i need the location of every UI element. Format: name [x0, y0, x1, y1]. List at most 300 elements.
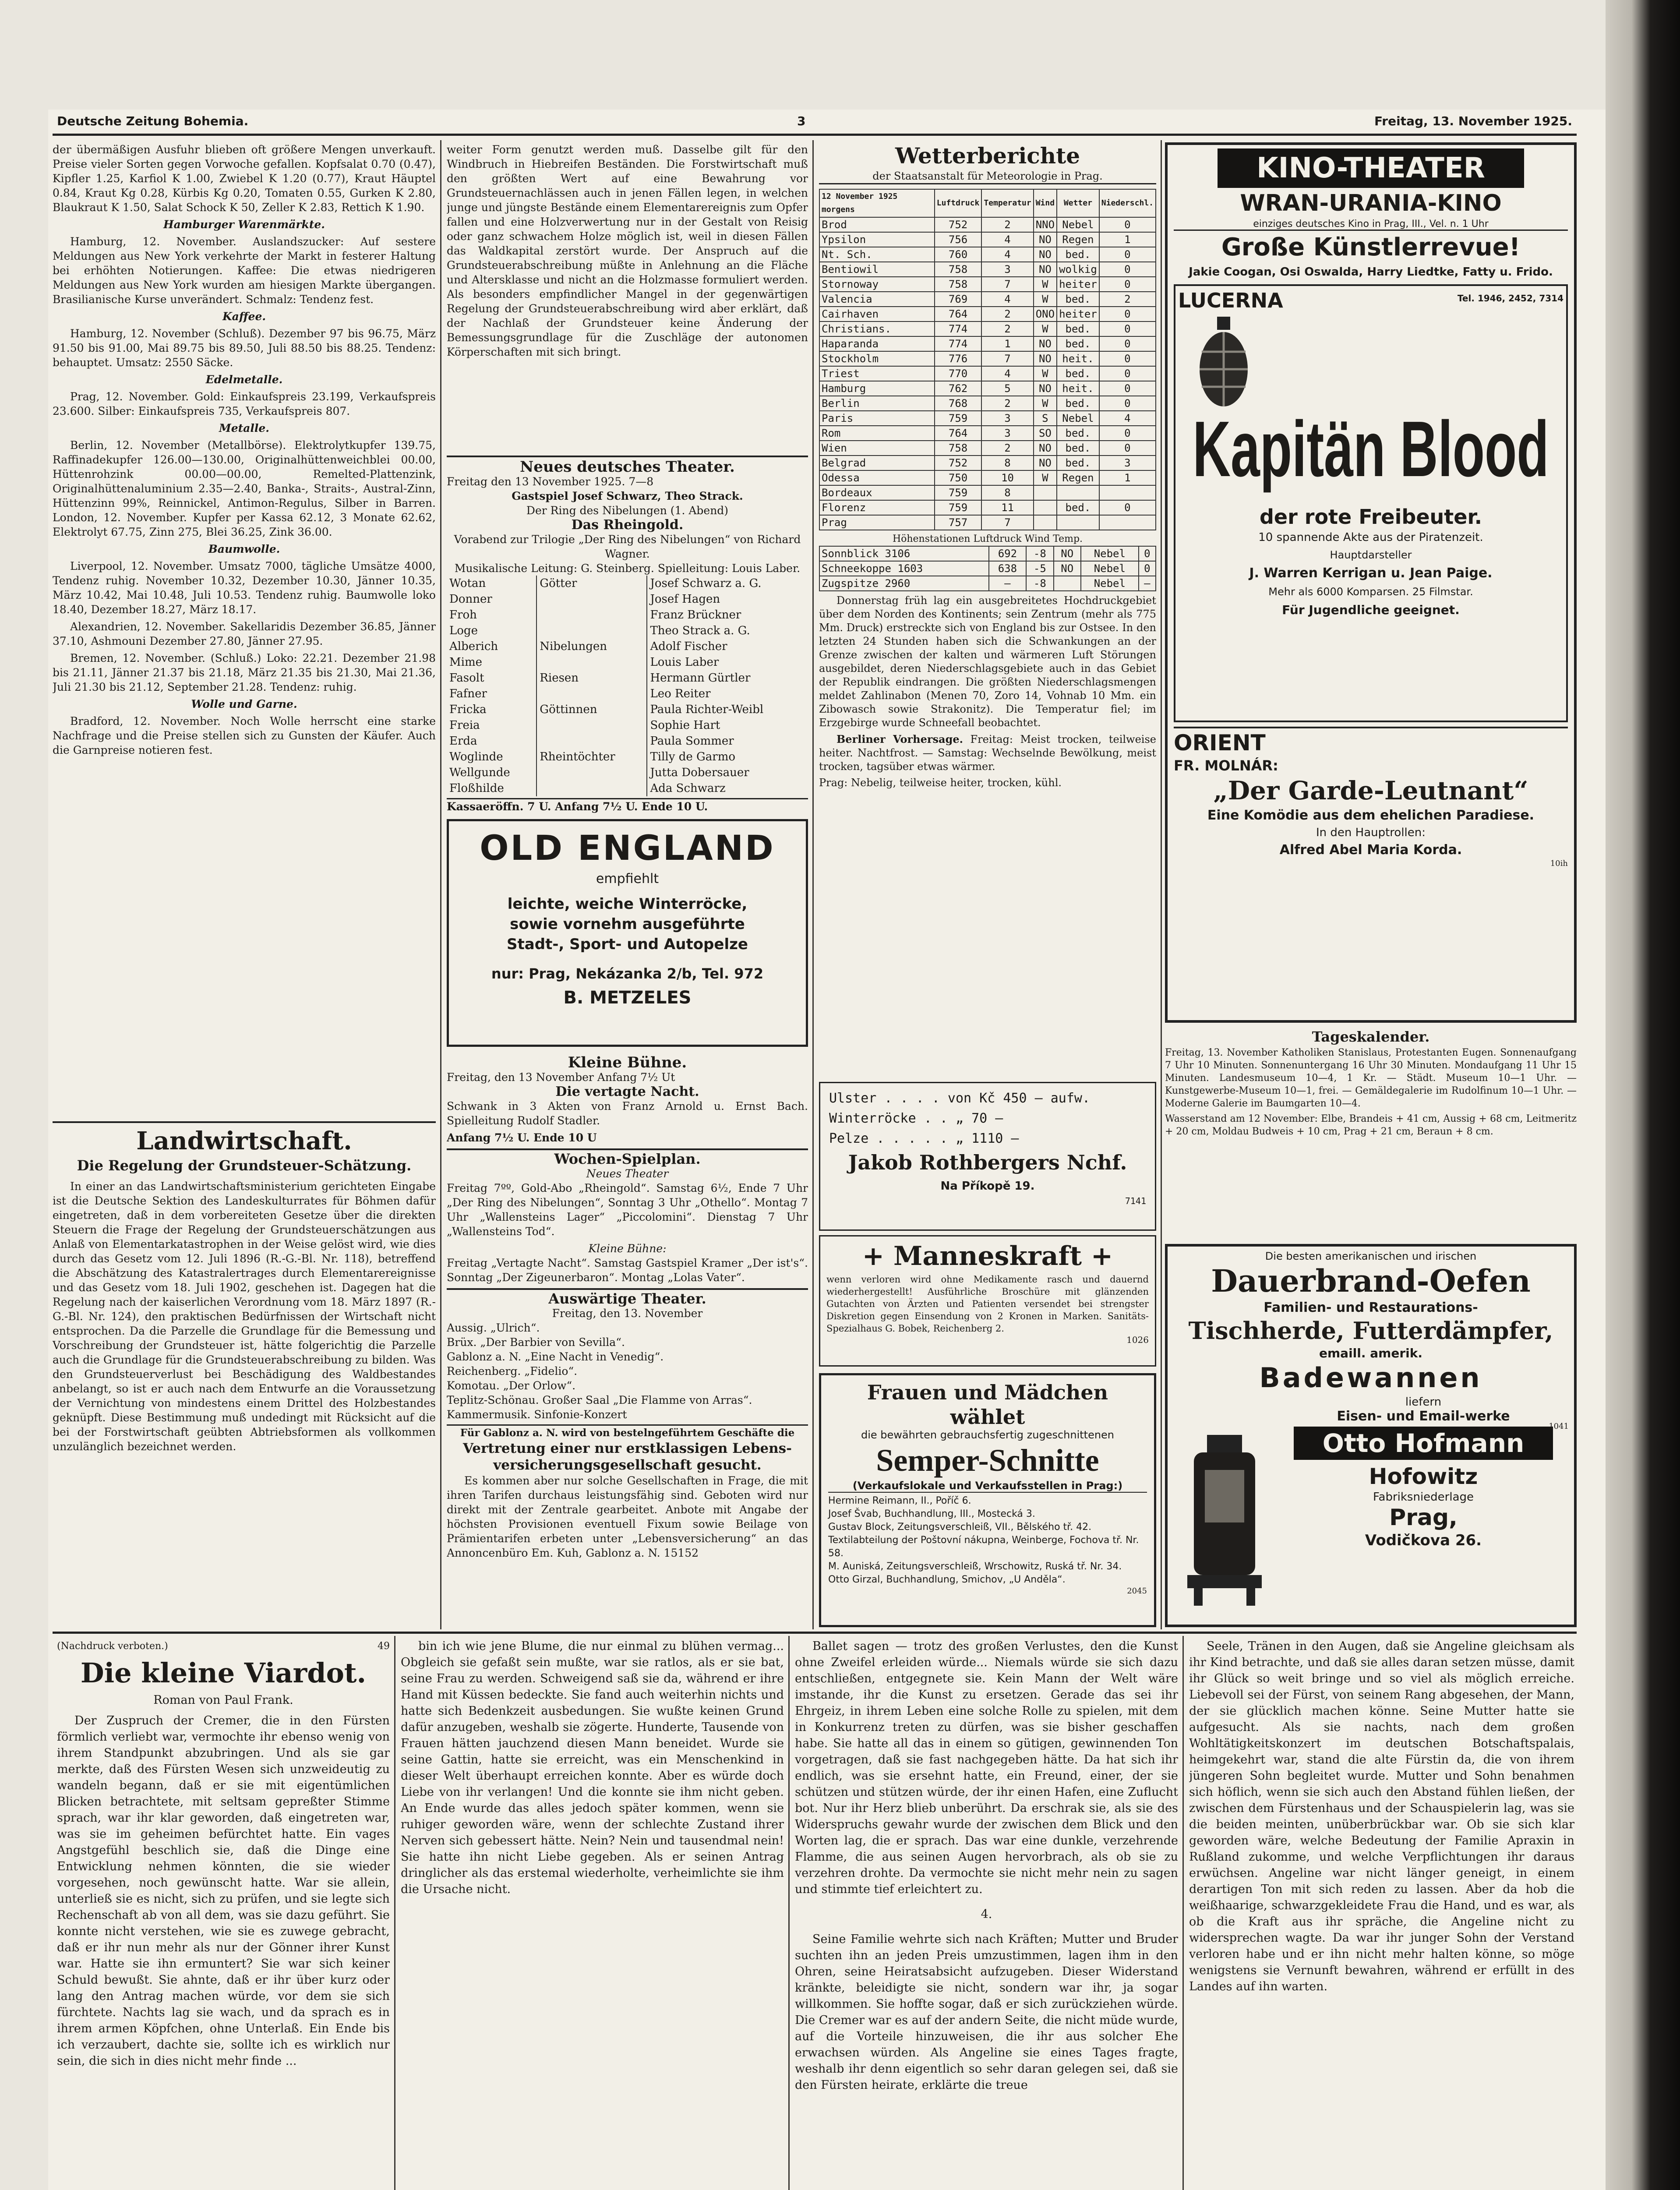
- header-date: Freitag, 13. November 1925.: [1374, 114, 1572, 128]
- manneskraft-heading: + Manneskraft +: [862, 1241, 1113, 1272]
- metalle-text: Berlin, 12. November (Metallbörse). Elektrolytkupfer 139.75, Raffinadekupfer 126.00—130.00, Originalhüttenweichblei 00.00, Hüttenrohzink 00.00—00.00, Remelted-Plattenzink, Originalhüttenaluminium 2.35—2.40, Banka-, Straits-, Austral-Zinn, Hüttenzinn 99%, Reinnickel, Antimon-Regulus, Silber in Barren. London, 12. November. Kupfer per Kassa 62.12, 3 Monate 62.62, Elektrolyt 67.75, Zinn 275, Blei 36.25, Zink 36.00.: [53, 439, 436, 538]
- weather-cell: —: [989, 576, 1027, 591]
- weather-table: [819, 189, 1156, 530]
- weather-source: der Staatsanstalt für Meteorologie in Prag.: [819, 170, 1156, 184]
- semper-address: Textilabteilung der Poštovní nákupna, Weinberge, Fochova tř. Nr. 58.: [828, 1535, 1139, 1559]
- old-england-ad: [447, 819, 808, 1047]
- weather-cell: [1034, 485, 1057, 500]
- wochen-kleine: Kleine Bühne:: [588, 1242, 667, 1255]
- old-england-line: empfiehlt: [596, 871, 659, 887]
- weather-row: [819, 247, 1156, 262]
- cast-group: Rheintöchter: [536, 749, 647, 765]
- weather-cell: 0: [1099, 247, 1156, 262]
- weather-cell: 0: [1099, 500, 1156, 515]
- cast-role: Loge: [449, 624, 478, 637]
- landwirtschaft-subheading: Die Regelung der Grundsteuer-Schätzung.: [77, 1157, 412, 1174]
- ofen-line-7: liefern: [1405, 1395, 1442, 1409]
- novel-column-4: [1189, 1638, 1574, 2190]
- weather-row: [819, 336, 1156, 351]
- cast-role: Donner: [449, 593, 492, 606]
- cast-role: Fafner: [449, 687, 487, 700]
- weather-row: [819, 485, 1156, 500]
- weather-cell: NO: [1034, 262, 1057, 277]
- wochen-neues-text: Freitag 7ºº, Gold-Abo „Rheingold“. Samstag 6½, Ende 7 Uhr „Der Ring des Nibelungen“, Sonntag 3 Uhr „Othello“. Montag 7 Uhr „Wallensteins Lager“ „Piccolomini“. Dienstag 7 Uhr „Wallensteins Tod“.: [447, 1182, 808, 1238]
- weather-cell: 0: [1099, 277, 1156, 292]
- wochen-neues: Neues Theater: [586, 1167, 669, 1180]
- weather-cell: Nebel: [1081, 576, 1139, 591]
- rothberger-name: Jakob Rothbergers Nchf.: [848, 1151, 1127, 1174]
- old-england-name: OLD ENGLAND: [480, 829, 775, 868]
- column-rule: [812, 140, 814, 1629]
- weather-row: [819, 262, 1156, 277]
- cast-group: [536, 686, 647, 702]
- weather-cell: 4: [981, 247, 1033, 262]
- cast-actor: Jutta Dobersauer: [647, 765, 808, 781]
- cast-row: [447, 591, 808, 607]
- novel-note: (Nachdruck verboten.): [57, 1641, 168, 1652]
- theater-date: Freitag den 13 November 1925. 7—8: [447, 475, 654, 488]
- semper-line-3: die bewährten gebrauchsfertig zugeschnittenen: [861, 1429, 1115, 1441]
- cast-row: [447, 654, 808, 670]
- weather-cell: 0: [1099, 336, 1156, 351]
- cast-row: [447, 607, 808, 623]
- weather-cell: 760: [935, 247, 982, 262]
- novel-column-3: [795, 1638, 1178, 2190]
- semper-address: M. Auniská, Zeitungsverschleiß, Wrschowitz, Ruská tř. Nr. 34.: [828, 1561, 1122, 1572]
- semper-schnitte-ad: [819, 1373, 1156, 1627]
- weather-cell: wolkig: [1057, 262, 1099, 277]
- forestry-text: weiter Form genutzt werden muß. Dasselbe gilt für den Windbruch in Hiebreifen Beständen. Die Forstwirtschaft muß den größten Wert auf eine Bewahrung vor Grundsteuernachlässen auch in jenen Fällen legen, in welchen junge und jüngste Bestände einem Elementarereignis zum Opfer fallen und eine Holzverwertung nur in der Gestalt von Reisig oder ganz schwachem Holze möglich ist, weil in diesen Fällen das Waldkapital zerstört wurde. Der Anspruch auf die Grundsteuerabschreibung müßte in Anlehnung an die Fläche und Altersklasse und nicht an die Holzmasse formuliert werden. Als besonders empfindlicher Mangel in der gegenwärtigen Regelung der Grundsteuerabschreibung wird aber erklärt, daß der Nachlaß der Grundsteuer keine Änderung der Bemessungsgrundlage für die Zuschläge der autonomen Körperschaften mit sich bringt.: [447, 143, 808, 358]
- cast-role: Fasolt: [449, 671, 484, 685]
- ulster-price: Ulster . . . . von Kč 450 — aufw.: [829, 1091, 1091, 1106]
- weather-row: [819, 470, 1156, 485]
- weather-row: [819, 292, 1156, 307]
- kaffee-text: Hamburg, 12. November (Schluß). Dezember 97 bis 96.75, März 91.50 bis 91.00, Mai 89.75 bis 89.50, Juli 88.50 bis 88.25. Tendenz: behauptet. Umsatz: 2550 Säcke.: [53, 327, 436, 369]
- weather-cell: Stornoway: [819, 277, 935, 292]
- film-actors: J. Warren Kerrigan u. Jean Paige.: [1249, 565, 1493, 581]
- weather-cell: 3: [981, 411, 1033, 426]
- old-england-owner: B. METZELES: [563, 988, 692, 1008]
- auswaertige-item: Brüx. „Der Barbier von Sevilla“.: [447, 1336, 625, 1349]
- weather-row: [819, 396, 1156, 411]
- weather-column: [819, 142, 1156, 1084]
- weather-row: [819, 576, 1156, 591]
- weather-header-cell: Wetter: [1057, 189, 1099, 217]
- bremen-text: Bremen, 12. November. (Schluß.) Loko: 22.21. Dezember 21.98 bis 21.11, Jänner 21.37 bis 21.18, März 21.35 bis 21.30, Mai 21.36, Juli 21.30 bis 21.12, September 21.28. Tendenz: ruhig.: [53, 652, 436, 693]
- weather-cell: bed.: [1057, 366, 1099, 381]
- theater-opera: Das Rheingold.: [571, 517, 684, 533]
- cast-row: [447, 670, 808, 686]
- weather-cell: 3: [981, 426, 1033, 441]
- weather-cell: Brod: [819, 217, 935, 232]
- weather-cell: Nebel: [1081, 561, 1139, 576]
- cast-actor: Tilly de Garmo: [647, 749, 808, 765]
- tageskalender-text: Freitag, 13. November Katholiken Stanislaus, Protestanten Eugen. Sonnenaufgang 7 Uhr 10 Minuten. Sonnenuntergang 16 Uhr 30 Minuten. Mondaufgang 11 Uhr 15 Minuten. Landesmuseum 10—4, 1 Kr. — Städt. Museum 10—1 Uhr. — Kunstgewerbe-Museum 10—1, frei. — Gemäldegalerie im Rudolfinum 10—1 Uhr. — Moderne Galerie im Baumgarten 10—4.: [1165, 1047, 1577, 1109]
- wolle-text: Bradford, 12. November. Noch Wolle herrscht eine starke Nachfrage und die Preise stellen sich zu Gunsten der Käufer. Auch die Garnpreise notieren fest.: [53, 715, 436, 756]
- weather-header-cell: Temperatur: [981, 189, 1033, 217]
- weather-cell: 2: [981, 321, 1033, 336]
- tageskalender-section: [1165, 1027, 1577, 1237]
- column-rule: [788, 1636, 790, 2190]
- weather-report: Donnerstag früh lag ein ausgebreitetes Hochdruckgebiet über dem Norden des Kontinents; sein Zentrum (mehr als 775 Mm. Druck) erstreckte sich von England bis zur Ostsee. In den letzten 24 Stunden haben sich die Schwankungen an der Grenze zwischen der kalten und wärmeren Luft Störungen ausgebildet, deren Niederschlagsgebiete auch in das Gebiet der Republik eindrangen. Die größten Niederschlagsmengen meldet Zahlinabon (Menen 70, Zoro 14, Vohnab 10 Mm. ein Zibowasch sowie Strakonitz). Die Temperatur fiel; im Erzgebirge wurde Schneefall beobachtet.: [819, 594, 1156, 729]
- weather-header-row: [819, 189, 1156, 217]
- cast-row: [447, 702, 808, 717]
- cast-actor: Theo Strack a. G.: [647, 623, 808, 639]
- weather-cell: heiter: [1057, 277, 1099, 292]
- weather-cell: Berlin: [819, 396, 935, 411]
- weather-cell: bed.: [1057, 396, 1099, 411]
- weather-cell: 7: [981, 351, 1033, 366]
- old-england-line: Stadt-, Sport- und Autopelze: [507, 936, 748, 953]
- ofen-line-3: Familien- und Restaurations-: [1264, 1300, 1478, 1315]
- weather-cell: 776: [935, 351, 982, 366]
- kleine-buehne-section: [447, 1056, 808, 1629]
- weather-cell: NO: [1054, 561, 1081, 576]
- weather-cell: 0: [1099, 217, 1156, 232]
- auswaertige-item: Teplitz-Schönau. Großer Saal „Die Flamme von Arras“. Kammermusik. Sinfonie-Konzert: [447, 1394, 752, 1421]
- novel-installment: 49: [378, 1641, 390, 1652]
- old-england-address: nur: Prag, Nekázanka 2/b, Tel. 972: [491, 965, 764, 982]
- weather-cell: Bentiowil: [819, 262, 935, 277]
- hamburg-text: Hamburg, 12. November. Auslandszucker: Auf sestere Meldungen aus New York verkehrte der Markt in festerer Haltung bei erhöhten Notierungen. Kaffee: Die etwas niedrigeren Meldungen aus New York wurden am hiesigen Markte übergangen. Brasilianische Kurse unverändert. Schmalz: Tendenz fest.: [53, 235, 436, 306]
- cast-group: [536, 591, 647, 607]
- weather-cell: 7: [981, 515, 1033, 530]
- weather-forecast: [819, 732, 1156, 774]
- kleine-buehne-times: Anfang 7½ U. Ende 10 U: [447, 1131, 597, 1144]
- wolle-heading: Wolle und Garne.: [191, 698, 297, 710]
- cast-role: Fricka: [449, 703, 487, 716]
- weather-cell: 756: [935, 232, 982, 247]
- ofen-line-5: emaill. amerik.: [1319, 1346, 1422, 1360]
- weather-cell: Valencia: [819, 292, 935, 307]
- weather-cell: 1: [1099, 470, 1156, 485]
- semper-number: 2045: [1127, 1586, 1147, 1596]
- cast-actor: Ada Schwarz: [647, 781, 808, 796]
- theater-cycle: Der Ring des Nibelungen (1. Abend): [526, 504, 729, 517]
- dauerbrand-ad: [1165, 1244, 1577, 1627]
- tageskalender-heading: Tageskalender.: [1312, 1028, 1430, 1045]
- weather-cell: Triest: [819, 366, 935, 381]
- weather-cell: Stockholm: [819, 351, 935, 366]
- weather-row: [819, 546, 1156, 561]
- weather-cell: 2: [1099, 292, 1156, 307]
- kleine-buehne-date: Freitag, den 13 November Anfang 7½ Ut: [447, 1071, 675, 1084]
- weather-cell: 5: [981, 381, 1033, 396]
- ofen-line-11: Fabriksniederlage: [1373, 1491, 1474, 1504]
- kleine-buehne-heading: Kleine Bühne.: [568, 1056, 687, 1071]
- novel-author: Roman von Paul Frank.: [153, 1693, 293, 1707]
- kino-heading: KINO-THEATER: [1218, 148, 1524, 188]
- weather-cell: Paris: [819, 411, 935, 426]
- cast-actor: Paula Sommer: [647, 733, 808, 749]
- novel-text-4: Seele, Tränen in den Augen, daß sie Angeline gleichsam als ihr Kind betrachte, und daß sie alles daran setzen müsse, damit ihr Glück so weit bringe und so viel als möglich erreiche. Liebevoll sei der Fürst, von seinem Rang abgesehen, der Mann, der sie glücklich machen könne. Seine Mutter hatte sie aufgesucht. Als sie nachts, nach dem großen Wohltätigkeitskonzert im deutschen Botschaftspalais, heimgekehrt war, stand die alte Fürstin da, die von ihrem jüngeren Sohn begleitet wurde. Mutter und Sohn benahmen sich höflich, wenn sie sich auch den Abstand fühlen ließen, der zwischen dem Fürstenhaus und der Schauspielerin lag, was sie die beiden meinten, unüberbrückbar war. Ob sie sich klar geworden wäre, welche Bedeutung der Familie Apraxin in Rußland zukomme, und welche Verpflichtungen ihr daraus erwüchsen. Angeline war nicht länger geneigt, in einem derartigen Ton mit sich reden zu lassen. Aber da hob die weißhaarige, schwarzgekleidete Frau die Hand, und es war, als ob die Kraft aus ihr spräche, die Angeline nicht zu widersprechen wagte. Da war ihr junger Sohn der Verstand verloren habe und er ihn nicht mehr halten könne, so möge wenigstens sie Vernunft bewahren, während er erfüllt in des Landes auf ihn warten.: [1189, 1639, 1574, 1993]
- cast-row: [447, 623, 808, 639]
- cast-row: [447, 717, 808, 733]
- weather-row: [819, 411, 1156, 426]
- weather-cell: Rom: [819, 426, 935, 441]
- weather-cell: NO: [1034, 381, 1057, 396]
- semper-address: Hermine Reimann, II., Poříč 6.: [828, 1495, 971, 1506]
- weather-row: [819, 381, 1156, 396]
- cast-role: Woglinde: [449, 750, 503, 763]
- weather-cell: bed.: [1057, 500, 1099, 515]
- weather-row: [819, 307, 1156, 321]
- weather-cell: 4: [1099, 411, 1156, 426]
- weather-cell: Nebel: [1057, 217, 1099, 232]
- weather-cell: 0: [1099, 307, 1156, 321]
- semper-subtitle: (Verkaufslokale und Verkaufsstellen in Prag:): [828, 1480, 1147, 1493]
- weather-cell: 10: [981, 470, 1033, 485]
- cast-role: Wellgunde: [449, 766, 510, 779]
- ofen-brand: Dauerbrand-Oefen: [1211, 1263, 1531, 1299]
- novel-column-1: [57, 1638, 390, 2190]
- weather-cell: 758: [935, 262, 982, 277]
- weather-cell: 0: [1099, 366, 1156, 381]
- orient-author: FR. MOLNÁR:: [1174, 757, 1278, 774]
- weather-header-cell: Wind: [1034, 189, 1057, 217]
- auswaertige-item: Reichenberg. „Fidelio“.: [447, 1365, 578, 1378]
- weather-header-cell: Luftdruck: [935, 189, 982, 217]
- weather-cell: Nebel: [1081, 546, 1139, 561]
- weather-cell: 764: [935, 426, 982, 441]
- landwirtschaft-text: In einer an das Landwirtschaftsministerium gerichteten Eingabe ist die Deutsche Sektion des Landeskulturrates für Böhmen dafür eingetreten, daß in dem vorbereiteten Gesetze über die direkten Steuern die Frage der Regelung der Grundsteuerschätzungen aus Anlaß von Elementarkatastrophen in der Weise gelöst wird, wie dies durch das Gesetz vom 12. Juli 1896 (R.-G.-Bl. Nr. 118), betreffend die Abschätzung des Katastralertrages durch Elementarereignisse und das Gesetz vom 18. Juli 1902, geschehen ist. Dagegen hat die Regelung nach der kaiserlichen Verordnung vom 18. März 1897 (R.-G.-Bl. Nr. 124), den praktischen Bedürfnissen der Wirtschaft nicht entsprochen. Da die Parzelle die Grundlage für die Bemessung und Vorschreibung der Grundsteuer ist, hätte folgerichtig die Parzelle auch die Grundlage für die Grundsteuerabschreibung zu bilden. Was den Grundsteuerverlust bei Beschädigung des Waldbestandes anbelangt, so ist er auch nach dem Entwurfe an die Voraussetzung der Vernichtung von mindestens einem Drittel des Holzbestandes geknüpft. Diese Bestimmung muß undedingt mit Rücksicht auf die bei der Forstwirtschaft geübten Abtriebsformen als vollkommen unzulänglich bezeichnet werden.: [53, 1180, 436, 1453]
- weather-cell: [1057, 485, 1099, 500]
- ofen-line-8: Eisen- und Email-werke: [1337, 1409, 1510, 1424]
- kino-subtitle: einziges deutsches Kino in Prag, III., Vel. n. 1 Uhr: [1174, 219, 1568, 231]
- cast-row: [447, 781, 808, 796]
- header-page-number: 3: [797, 114, 806, 128]
- manneskraft-ad: [819, 1235, 1156, 1367]
- weather-cell: 0: [1139, 546, 1156, 561]
- weather-cell: W: [1034, 470, 1057, 485]
- ofen-number: 1041: [1549, 1422, 1569, 1431]
- weather-cell: [1099, 485, 1156, 500]
- vertretung-intro: Für Gablonz a. N. wird von bestelngeführtem Geschäfte die: [447, 1424, 808, 1440]
- weather-cell: bed.: [1057, 247, 1099, 262]
- weather-cell: Florenz: [819, 500, 935, 515]
- cast-group: Riesen: [536, 670, 647, 686]
- weather-row: [819, 351, 1156, 366]
- cast-group: [536, 607, 647, 623]
- weather-cell: bed.: [1057, 321, 1099, 336]
- weather-cell: heit.: [1057, 351, 1099, 366]
- weather-cell: SO: [1034, 426, 1057, 441]
- weather-cell: 2: [981, 307, 1033, 321]
- weather-cell: [1034, 515, 1057, 530]
- weather-cell: [1054, 576, 1081, 591]
- weather-cell: 0: [1099, 321, 1156, 336]
- weather-row: [819, 321, 1156, 336]
- weather-row: [819, 515, 1156, 530]
- theater-subtitle: Vorabend zur Trilogie „Der Ring des Nibelungen“ von Richard Wagner.: [454, 533, 801, 560]
- weather-cell: —: [1139, 576, 1156, 591]
- semper-line-1: Frauen und Mädchen: [867, 1381, 1108, 1404]
- weather-cell: 3: [1099, 456, 1156, 470]
- cast-actor: Sophie Hart: [647, 717, 808, 733]
- cast-actor: Paula Richter-Weibl: [647, 702, 808, 717]
- weather-cell: NO: [1034, 441, 1057, 456]
- weather-cell: NO: [1034, 336, 1057, 351]
- weather-cell: 762: [935, 381, 982, 396]
- weather-heading: Wetterberichte: [895, 143, 1080, 169]
- weather-cell: -5: [1026, 561, 1053, 576]
- weather-forecast-text: Freitag: Meist trocken, teilweise heiter. Nachtfrost. — Samstag: Wechselnde Bewölkung, meist trocken, tagsüber etwas wärmer.: [819, 733, 1156, 773]
- weather-cell: 1: [981, 336, 1033, 351]
- weather-cell: bed.: [1057, 441, 1099, 456]
- semper-address: Otto Girzal, Buchhandlung, Smichov, „U Anděla“.: [828, 1574, 1066, 1585]
- kino-number: 10ih: [1550, 859, 1568, 868]
- auswaertige-item: Gablonz a. N. „Eine Nacht in Venedig“.: [447, 1350, 664, 1363]
- market-intro: der übermäßigen Ausfuhr blieben oft größere Mengen unverkauft. Preise vieler Sorten gegen Vorwoche gefallen. Kopfsalat 0.70 (0.47), Kipfler 1.25, Karfiol K 1.00, Zwiebel K 1.20 (0.77), Kraut Häuptel 0.84, Kraut Kg 0.28, Kürbis Kg 0.20, Tomaten 0.55, Gurken K 2.80, Blaukraut K 1.50, Salat Schock K 50, Zeller K 2.83, Rettich K 1.90.: [53, 143, 436, 214]
- novel-text-3b: Seine Familie wehrte sich nach Kräften; Mutter und Bruder suchten ihn an jeden Preis umzustimmen, lagen ihm in den Ohren, seine Heiratsabsicht aufzugeben. Dieser Widerstand kränkte, beleidigte sie nicht, sondern war ihr, ja sogar willkommen. Sie hoffte sogar, daß er sich zurückziehen würde. Die Cremer war es auf der andern Seite, die nicht müde wurde, auf die Vorteile hinzuweisen, die ihr aus solcher Ehe erwachsen würden. Als Angeline sie eines Tages fragte, weshalb ihr denn eigentlich so sehr daran gelegen sei, daß sie den Fürsten heirate, erklärte die treue: [795, 1932, 1178, 2092]
- cast-actor: Leo Reiter: [647, 686, 808, 702]
- weather-cell: 764: [935, 307, 982, 321]
- semper-address: Josef Švab, Buchhandlung, III., Mostecká 3.: [828, 1508, 1035, 1519]
- kaffee-heading: Kaffee.: [222, 310, 266, 323]
- weather-cell: bed.: [1057, 426, 1099, 441]
- cast-group: Nibelungen: [536, 639, 647, 654]
- cast-role: Freia: [449, 719, 480, 732]
- film-jugend: Für Jugendliche geeignet.: [1282, 603, 1460, 617]
- cast-table: [447, 576, 808, 796]
- column-rule: [1161, 140, 1162, 1629]
- weather-cell: 7: [981, 277, 1033, 292]
- weather-cell: Wien: [819, 441, 935, 456]
- page-header: [53, 110, 1577, 136]
- baumwolle-text: Liverpool, 12. November. Umsatz 7000, tägliche Umsätze 4000, Tendenz ruhig. November 10.32, Dezember 10.30, Jänner 10.35, März 10.42, Mai 10.48, Juli 10.53. Tendenz ruhig. Baumwolle loko 18.40, Dezember 18.27, März 18.17.: [53, 560, 436, 616]
- weather-cell: heit.: [1057, 381, 1099, 396]
- column-rule: [440, 140, 441, 1629]
- weather-cell: Regen: [1057, 232, 1099, 247]
- landwirtschaft-heading: Landwirtschaft.: [53, 1121, 436, 1156]
- novel-chapter-number: 4.: [981, 1907, 992, 1921]
- weather-cell: -8: [1026, 576, 1053, 591]
- feuilleton-rule: [53, 1632, 1577, 1634]
- cast-role: Erda: [449, 735, 477, 748]
- weather-cell: 8: [981, 456, 1033, 470]
- header-masthead: Deutsche Zeitung Bohemia.: [57, 114, 249, 128]
- column-rule: [1182, 1636, 1184, 2190]
- orient-film-subtitle: Eine Komödie aus dem ehelichen Paradiese.: [1207, 808, 1535, 823]
- kleine-buehne-desc: Schwank in 3 Akten von Franz Arnold u. Ernst Bach. Spielleitung Rudolf Stadler.: [447, 1100, 808, 1127]
- cast-actor: Louis Laber: [647, 654, 808, 670]
- cast-group: Göttinnen: [536, 702, 647, 717]
- weather-row: [819, 561, 1156, 576]
- vertretung-heading: Vertretung einer nur erstklassigen Lebens- versicherungsgesellschaft gesucht.: [463, 1441, 792, 1473]
- cast-role: Froh: [449, 608, 477, 622]
- lucerna-name: LUCERNA: [1178, 289, 1283, 312]
- novel-column-2: [401, 1638, 784, 2190]
- cast-actor: Franz Brückner: [647, 607, 808, 623]
- weather-cell: NO: [1034, 232, 1057, 247]
- cast-role: Alberich: [449, 640, 498, 653]
- weather-cell: Schneekoppe 1603: [819, 561, 989, 576]
- cast-group: [536, 781, 647, 796]
- cast-row: [447, 749, 808, 765]
- weather-cell: Haparanda: [819, 336, 935, 351]
- weather-cell: Sonnblick 3106: [819, 546, 989, 561]
- weather-cell: 774: [935, 336, 982, 351]
- weather-cell: 4: [981, 366, 1033, 381]
- weather-cell: NO: [1054, 546, 1081, 561]
- weather-row: [819, 366, 1156, 381]
- weather-forecast-title: Berliner Vorhersage.: [836, 733, 963, 745]
- weather-header-cell: 12 November 1925 morgens: [819, 189, 935, 217]
- semper-address: Gustav Block, Zeitungsverschleiß, VII., Bělského tř. 42.: [828, 1522, 1092, 1533]
- grenade-icon: [1193, 317, 1254, 409]
- auswaertige-heading: Auswärtige Theater.: [447, 1288, 808, 1306]
- weather-cell: NO: [1034, 351, 1057, 366]
- weather-mountain-table: [819, 546, 1156, 591]
- film-description: 10 spannende Akte aus der Piratenzeit.: [1258, 531, 1483, 544]
- film-extras: Mehr als 6000 Komparsen. 25 Filmstar.: [1268, 586, 1473, 598]
- weather-cell: 8: [981, 485, 1033, 500]
- weather-cell: W: [1034, 366, 1057, 381]
- kleine-buehne-play: Die vertagte Nacht.: [555, 1084, 699, 1099]
- cast-group: [536, 733, 647, 749]
- cast-row: [447, 686, 808, 702]
- market-reports-column: [53, 142, 436, 1115]
- cast-role: Wotan: [449, 577, 486, 590]
- alexandrien-text: Alexandrien, 12. November. Sakellaridis Dezember 36.85, Jänner 37.10, Ashmouni Dezember 27.80, Jänner 27.95.: [53, 620, 436, 647]
- theater-heading: Neues deutsches Theater.: [447, 456, 808, 474]
- weather-cell: 692: [989, 546, 1027, 561]
- ofen-line-1: Die besten amerikanischen und irischen: [1265, 1250, 1477, 1262]
- weather-cell: 0: [1099, 381, 1156, 396]
- weather-cell: -8: [1026, 546, 1053, 561]
- weather-cell: [1057, 515, 1099, 530]
- vertretung-text: Es kommen aber nur solche Gesellschaften in Frage, die mit ihren Tarifen durchaus leistungsfähig sind. Geboten wird nur direkt mit der Zentrale gearbeitet. Anbote mit Angabe der höchsten Provisionen eventuell Fixum sowie Beilage von Prämientarifen erbeten unter „Lebensversicherung“ an das Annoncenbüro Em. Kuh, Gablonz a. N. 15152: [447, 1474, 808, 1559]
- semper-line-2: wählet: [950, 1405, 1025, 1429]
- weather-cell: bed.: [1057, 456, 1099, 470]
- weather-row: [819, 426, 1156, 441]
- weather-cell: 0: [1099, 441, 1156, 456]
- weather-row: [819, 277, 1156, 292]
- ofen-address: Vodičkova 26.: [1365, 1532, 1482, 1549]
- weather-row: [819, 441, 1156, 456]
- manneskraft-text: wenn verloren wird ohne Medikamente rasch und dauernd wiederhergestellt! Ausführliche Broschüre mit glänzenden Gutachten von Ärzten und Patienten versendet bei strengster Diskretion gegen Einsendung von 2 Kronen in Marken. Sanitäts-Spezialhaus G. Bobek, Reichenberg 2.: [826, 1274, 1149, 1334]
- weather-cell: 757: [935, 515, 982, 530]
- weather-cell: Christians.: [819, 321, 935, 336]
- rothberger-address: Na Příkopě 19.: [940, 1180, 1035, 1193]
- weather-cell: Belgrad: [819, 456, 935, 470]
- theater-conductor: Musikalische Leitung: G. Steinberg. Spielleitung: Louis Laber.: [454, 562, 801, 575]
- cast-row: [447, 576, 808, 591]
- weather-cell: 3: [981, 262, 1033, 277]
- auswaertige-item: Aussig. „Ulrich“.: [447, 1321, 540, 1334]
- neues-theater-section: [447, 456, 808, 815]
- semper-brand: Semper-Schnitte: [876, 1443, 1099, 1478]
- weather-cell: ONO: [1034, 307, 1057, 321]
- film-subtitle: der rote Freibeuter.: [1259, 505, 1482, 529]
- weather-cell: Regen: [1057, 470, 1099, 485]
- weather-cell: W: [1034, 396, 1057, 411]
- weather-cell: 2: [981, 217, 1033, 232]
- weather-cell: 0: [1139, 561, 1156, 576]
- weather-cell: S: [1034, 411, 1057, 426]
- rothberger-ad: [819, 1082, 1156, 1231]
- weather-row: [819, 456, 1156, 470]
- weather-cell: NO: [1034, 456, 1057, 470]
- edelmetalle-text: Prag, 12. November. Gold: Einkaufspreis 23.199, Verkaufspreis 23.600. Silber: Einkaufspreis 735, Verkaufspreis 807.: [53, 390, 436, 417]
- auswaertige-list: [447, 1321, 808, 1422]
- cast-actor: Josef Schwarz a. G.: [647, 576, 808, 591]
- cast-group: [536, 654, 647, 670]
- forestry-continuation: [447, 142, 808, 449]
- hamburg-heading: Hamburger Warenmärkte.: [163, 218, 325, 231]
- manneskraft-number: 1026: [1126, 1335, 1149, 1345]
- novel-title: Die kleine Viardot.: [80, 1657, 367, 1689]
